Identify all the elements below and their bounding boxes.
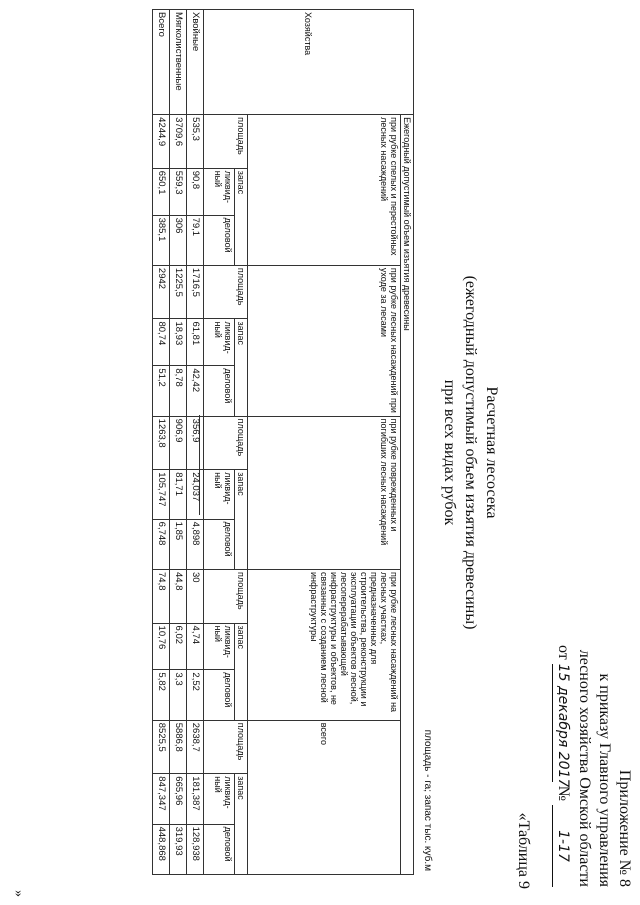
- header-group-damaged: при рубке поврежденных и погибших лесных насаждений: [248, 416, 401, 569]
- table-label: «Таблица 9: [515, 812, 532, 889]
- order-date-line: [552, 645, 573, 887]
- table-cell: 6,748: [153, 519, 170, 569]
- table-cell: 24,037: [187, 470, 204, 519]
- header-liquid: ликвид-ный: [204, 168, 235, 215]
- handwritten-number: 1-17: [552, 805, 572, 887]
- table-row: [170, 10, 187, 875]
- table-cell: 181,387: [187, 774, 204, 824]
- table-cell: 306: [170, 215, 187, 265]
- table-cell: 906,9: [170, 416, 187, 470]
- header-area: площадь: [204, 265, 248, 319]
- header-stock: запас: [235, 168, 248, 265]
- table-cell: 105,747: [153, 470, 170, 519]
- table-cell: 74,8: [153, 570, 170, 624]
- table-cell: 8525,5: [153, 720, 170, 774]
- units-note: площадь - га; запас тыс. куб.м: [422, 729, 433, 871]
- table-cell: 385,1: [153, 215, 170, 265]
- table-cell: 51,2: [153, 366, 170, 416]
- table-cell: 1716,5: [187, 265, 204, 319]
- header-liquid: ликвид-ный: [204, 623, 235, 670]
- table-cell: 2638,7: [187, 720, 204, 774]
- header-farms: Хозяйства: [204, 10, 414, 115]
- header-area: площадь: [204, 115, 248, 169]
- table-row: [187, 10, 204, 875]
- table-cell: 1225,5: [170, 265, 187, 319]
- table-cell: 90,8: [187, 168, 204, 215]
- header-business: деловой: [204, 670, 235, 720]
- header-liquid: ликвид-ный: [204, 470, 235, 519]
- table-cell: 847,347: [153, 774, 170, 824]
- table-cell: 3,3: [170, 670, 187, 720]
- allowable-cut-table: [152, 9, 414, 875]
- header-group-total: всего: [248, 720, 401, 874]
- header-area: площадь: [204, 570, 248, 624]
- appendix-number: Приложение № 8: [616, 769, 633, 887]
- closing-quote: »: [11, 890, 26, 897]
- table-cell: 4244,9: [153, 115, 170, 169]
- table-cell: 1,85: [170, 519, 187, 569]
- header-group-construction: при рубке лесных насаждений на лесных участках, предназначенных для строительства, реконструкции и эксплуатации объектов лесной, лесоперерабатывающей инфраструктуры и объектов, не связанных с созданием лесной инфраструктуры: [248, 570, 401, 721]
- row-name: Мягколиственные: [170, 10, 187, 115]
- header-annual-volume: Ежегодный допустимый объем изъятия древесины: [401, 115, 414, 875]
- header-stock: запас: [235, 470, 248, 570]
- number-prefix: №: [555, 785, 572, 801]
- table-cell: 80,74: [153, 319, 170, 366]
- table-cell: 2,52: [187, 670, 204, 720]
- table-cell: 79,1: [187, 215, 204, 265]
- header-area: площадь: [204, 720, 248, 774]
- header-liquid: ликвид-ный: [204, 774, 235, 824]
- header-business: деловой: [204, 519, 235, 569]
- row-name: Всего: [153, 10, 170, 115]
- table-cell: 30: [187, 570, 204, 624]
- header-business: деловой: [204, 824, 235, 874]
- date-prefix: от: [555, 644, 572, 660]
- table-cell: 665,96: [170, 774, 187, 824]
- header-stock: запас: [235, 623, 248, 720]
- department-name: лесного хозяйства Омской области: [576, 649, 593, 887]
- header-stock: запас: [235, 774, 248, 875]
- table-cell: 1263,8: [153, 416, 170, 470]
- table-cell: 18,93: [170, 319, 187, 366]
- table-cell: 4,74: [187, 623, 204, 670]
- table-cell: 44,8: [170, 570, 187, 624]
- page-title: Расчетная лесосека: [483, 386, 500, 519]
- table-cell: 5886,8: [170, 720, 187, 774]
- table-cell: 8,78: [170, 366, 187, 416]
- table-cell: 10,76: [153, 623, 170, 670]
- table-cell: 6,02: [170, 623, 187, 670]
- header-business: деловой: [204, 215, 235, 265]
- table-cell: 3709,6: [170, 115, 187, 169]
- header-group-thinning: при рубке лесных насаждений при уходе за лесами: [248, 265, 401, 416]
- table-cell: 650,1: [153, 168, 170, 215]
- order-reference: к приказу Главного управления: [596, 673, 613, 887]
- header-business: деловой: [204, 366, 235, 416]
- table-cell: 61,81: [187, 319, 204, 366]
- table-row: [153, 10, 170, 875]
- row-name: Хвойные: [187, 10, 204, 115]
- table-cell: 2942: [153, 265, 170, 319]
- header-group-mature: при рубке спелых и перестойных лесных насаждений: [248, 115, 401, 266]
- table-cell: 128,938: [187, 824, 204, 874]
- table-cell: 356,9: [187, 416, 204, 470]
- table-cell: 535,3: [187, 115, 204, 169]
- table-cell: 81,71: [170, 470, 187, 519]
- table-cell: 42,42: [187, 366, 204, 416]
- page-subtitle-2: при всех видах рубок: [441, 379, 458, 526]
- table-cell: 559,3: [170, 168, 187, 215]
- table-cell: 448,868: [153, 824, 170, 874]
- table-cell: 4,898: [187, 519, 204, 569]
- handwritten-date: 15 декабря 2017: [552, 664, 572, 782]
- header-area: площадь: [204, 416, 248, 470]
- header-stock: запас: [235, 319, 248, 416]
- page-subtitle: (ежегодный допустимый объем изъятия древесины): [462, 275, 479, 630]
- table-cell: 319,93: [170, 824, 187, 874]
- header-liquid: ликвид-ный: [204, 319, 235, 366]
- table-cell: 5,82: [153, 670, 170, 720]
